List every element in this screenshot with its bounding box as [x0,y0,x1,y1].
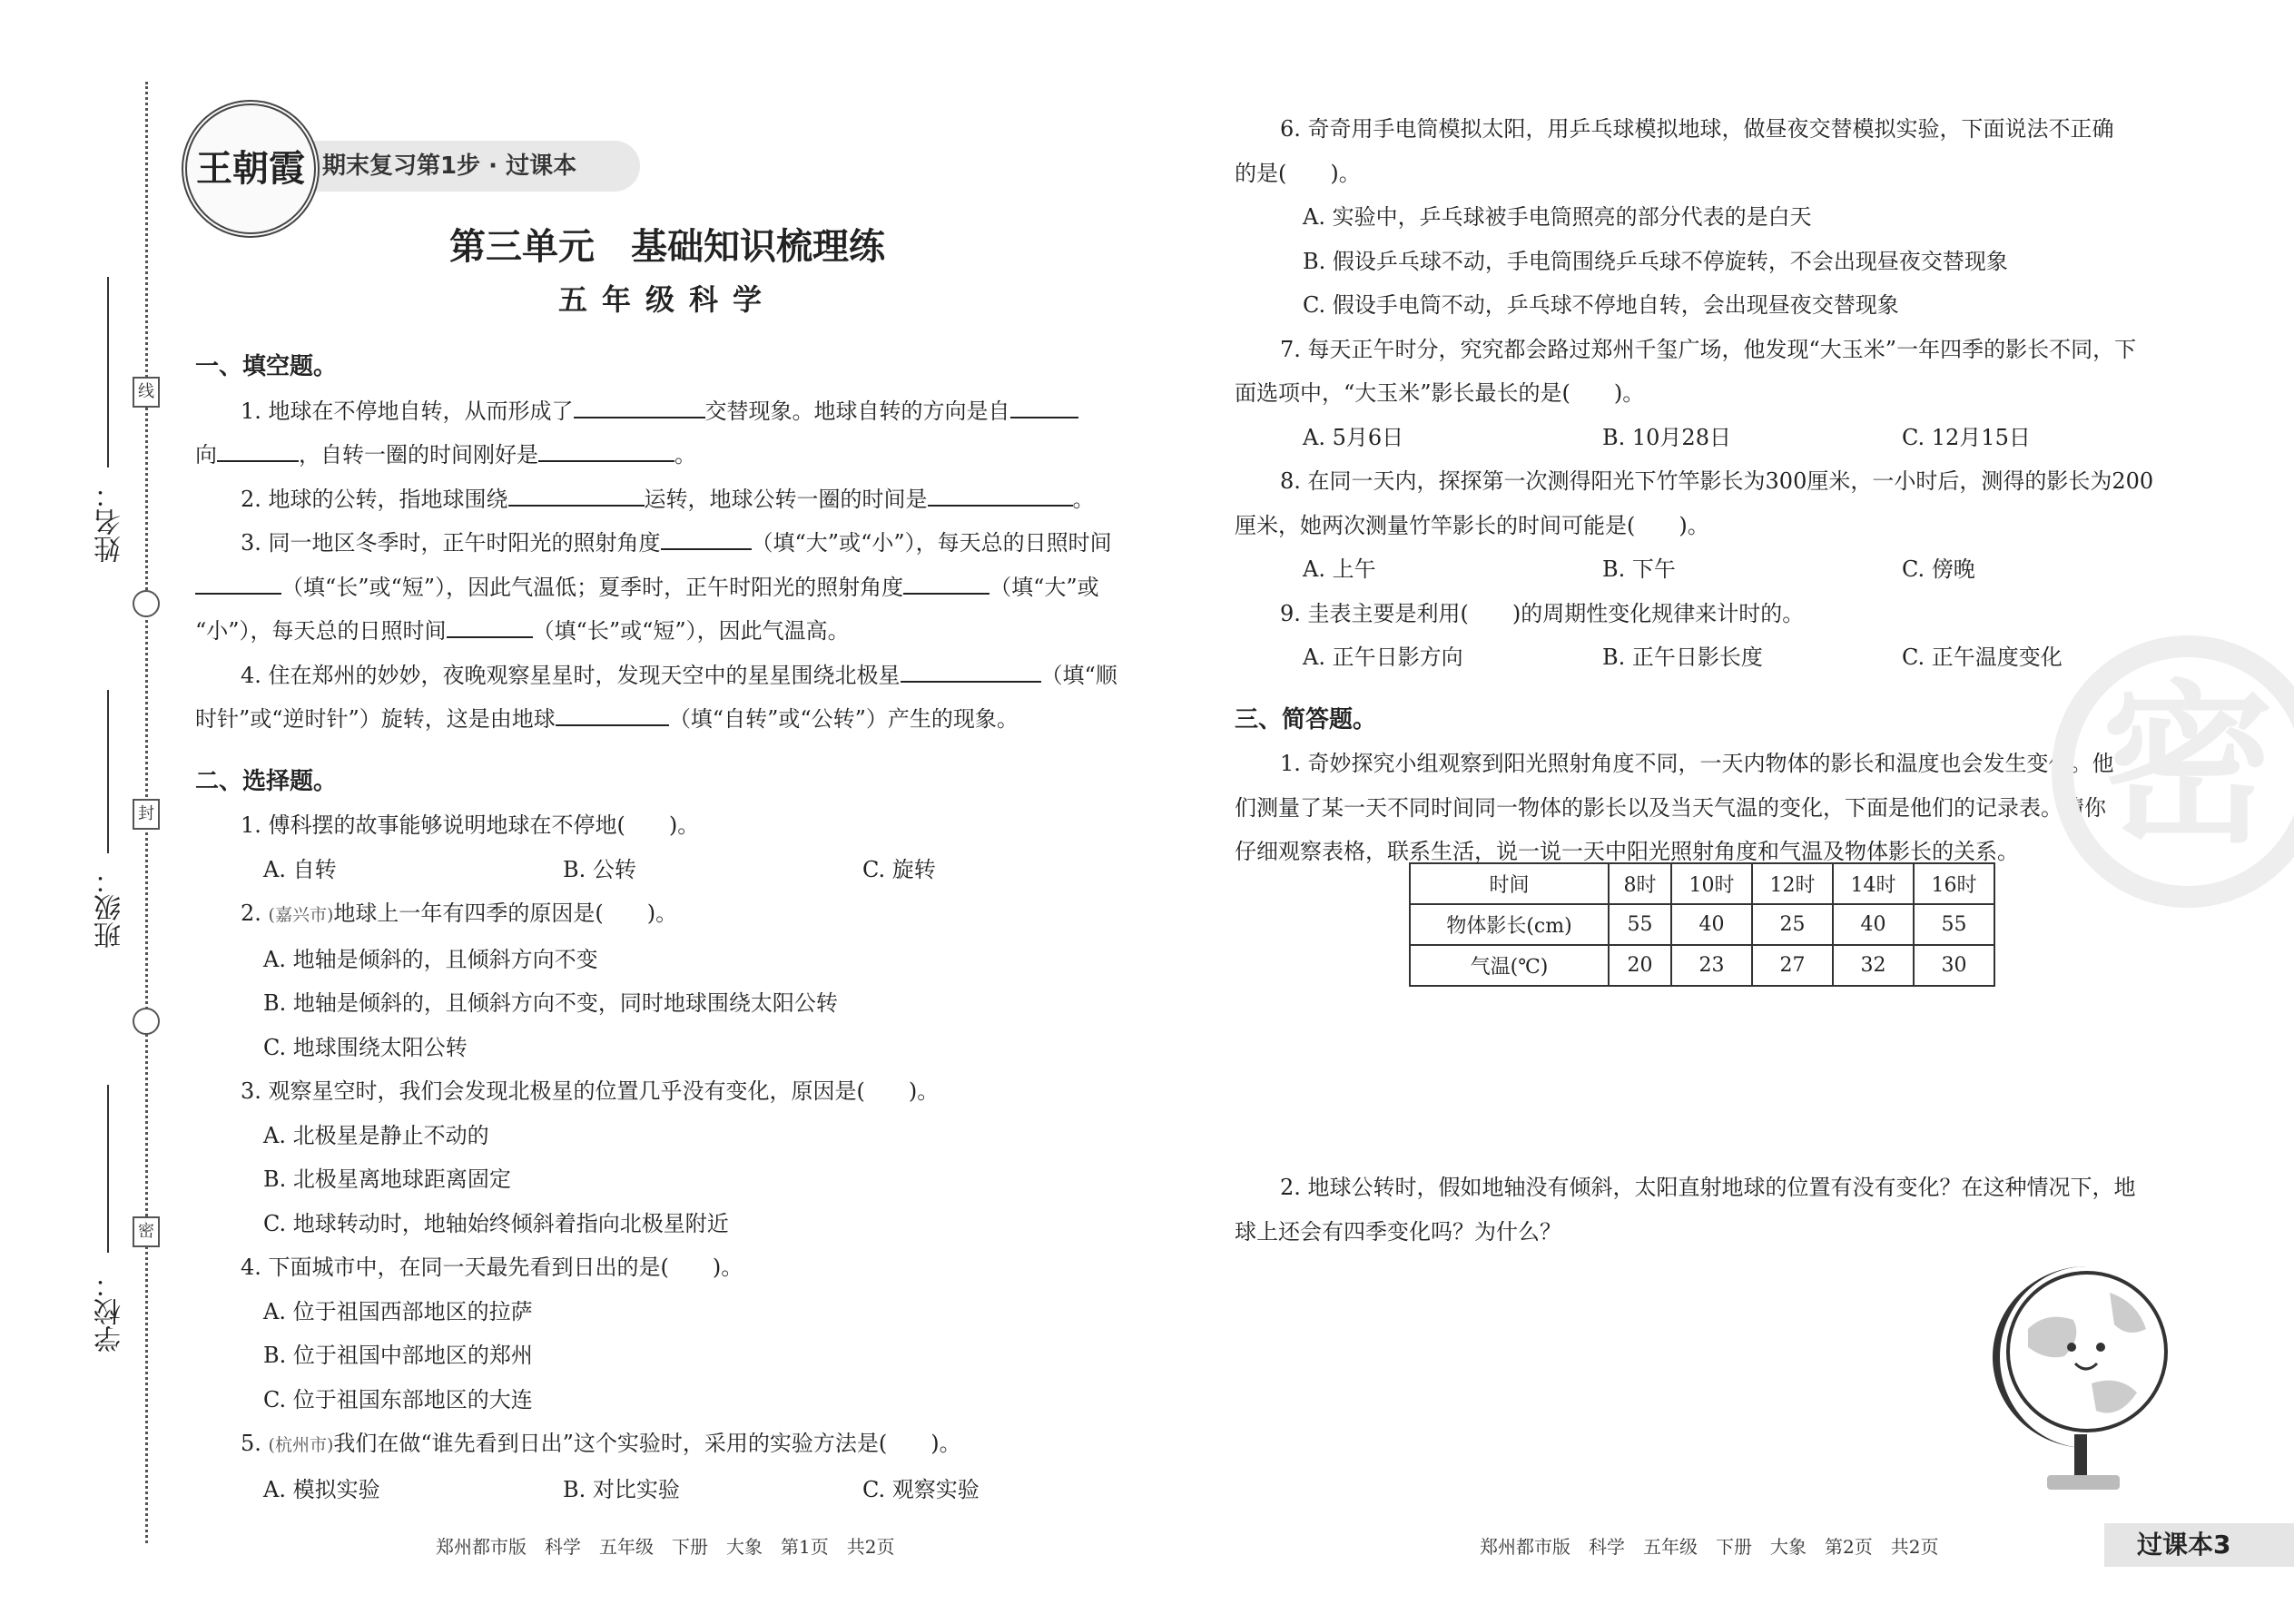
option-line: A. 北极星是静止不动的 [263,1122,489,1148]
question-line: 的是( )。 [1235,160,1361,186]
question-line: 仔细观察表格，联系生活，说一说一天中阳光照射角度和气温及物体影长的关系。 [1235,839,2019,864]
section-heading: 二、选择题。 [195,767,338,795]
section-heading: 一、填空题。 [195,353,338,380]
option-line: C. 地球转动时，地轴始终倾斜着指向北极星附近 [263,1210,729,1236]
table-cell: 25 [1752,904,1833,945]
table-cell: 27 [1752,945,1833,986]
globe-icon [2006,1271,2168,1432]
question-line: 时针”或“逆时针”）旋转，这是由地球 （填“自转”或“公转”）产生的现象。 [195,697,1139,742]
table-cell: 55 [1914,904,1994,945]
question-line: 厘米，她两次测量竹竿影长的时间可能是( )。 [1235,512,1709,538]
table-cell: 32 [1833,945,1914,986]
option-line: C. 位于祖国东部地区的大连 [263,1386,533,1412]
footer-left: 郑州都市版 科学 五年级 下册 大象 第1页 共2页 [436,1536,895,1558]
question-line: 2. 地球公转时，假如地轴没有倾斜，太阳直射地球的位置有没有变化？在这种情况下，地 [1280,1175,2136,1200]
banner: 期末复习第1步 · 过课本 [295,141,640,192]
question-line: 3. 观察星空时，我们会发现北极星的位置几乎没有变化，原因是( )。 [241,1078,940,1104]
page-subtitle: 五年级科学 [557,282,776,317]
spacer [1235,680,2179,698]
options-row: A. 上午 B. 下午 C. 傍晚 [1303,556,1975,582]
option-line: A. 地轴是倾斜的，且倾斜方向不变 [263,946,598,972]
table-row [1410,945,1994,986]
table-cell: 23 [1671,945,1752,986]
table-cell: 30 [1914,945,1994,986]
options-row: A. 5月6日 B. 10月28日 C. 12月15日 [1303,424,2031,450]
section-heading: 三、简答题。 [1235,705,1377,733]
table-cell: 气温(℃) [1410,945,1609,986]
page-badge: 过课本3 [2104,1523,2294,1567]
options-row: A. 正午日影方向 B. 正午日影长度 C. 正午温度变化 [1303,645,2063,670]
question-line: 2. 地球的公转，指地球围绕 运转，地球公转一圈的时间是 。 [195,477,1139,522]
seal-char-mid: 封 [133,799,160,830]
option-line: C. 地球围绕太阳公转 [263,1034,468,1060]
question-line: 8. 在同一天内，探探第一次测得阳光下竹竿影长为300厘米，一小时后，测得的影长为200 [1280,468,2154,494]
table-cell: 20 [1609,945,1671,986]
question-line: 1. 傅科摆的故事能够说明地球在不停地( )。 [241,812,700,838]
option-line: C. 假设手电筒不动，乒乓球不停地自转，会出现昼夜交替现象 [1303,292,1899,318]
options-row: A. 模拟实验 B. 对比实验 C. 观察实验 [263,1476,980,1502]
question-line: 3. 同一地区冬季时，正午时阳光的照射角度 （填“大”或“小”），每天总的日照时间 [195,521,1139,566]
school-line [107,1085,109,1253]
question-line: 们测量了某一天不同时间同一物体的影长以及当天气温的变化，下面是他们的记录表。请你 [1235,794,2106,821]
question-line: 2. (嘉兴市)地球上一年有四季的原因是( )。 [241,901,678,926]
table-cell: 55 [1609,904,1671,945]
table-cell: 物体影长(cm) [1410,904,1609,945]
school-label: 学校： [94,1271,126,1353]
seal-char-top: 线 [133,377,160,408]
table-cell: 40 [1671,904,1752,945]
option-line: B. 地轴是倾斜的，且倾斜方向不变，同时地球围绕太阳公转 [263,990,838,1016]
question-line: 5. (杭州市)我们在做“谁先看到日出”这个实验时，采用的实验方法是( )。 [241,1431,961,1456]
table-cell: 时间 [1410,863,1609,904]
table-cell: 8时 [1609,863,1671,904]
table-cell: 40 [1833,904,1914,945]
question-line: 4. 下面城市中，在同一天最先看到日出的是( )。 [241,1255,743,1280]
short-answer-q2 [1235,1166,2179,1254]
option-line: A. 位于祖国西部地区的拉萨 [263,1298,533,1324]
table-cell: 10时 [1671,863,1752,904]
option-line: B. 北极星离地球距离固定 [263,1166,511,1192]
table-cell: 12时 [1752,863,1833,904]
options-row: A. 自转 B. 公转 C. 旋转 [263,856,936,882]
table-cell: 14时 [1833,863,1914,904]
table-row [1410,904,1994,945]
question-line: 4. 住在郑州的妙妙，夜晚观察星星时，发现天空中的星星围绕北极星 （填“顺 [195,654,1139,698]
record-table [1409,862,1995,987]
name-label: 姓名： [94,481,126,563]
option-line: B. 假设乒乓球不动，手电筒围绕乒乓球不停旋转，不会出现昼夜交替现象 [1303,248,2008,274]
right-column [1235,107,2179,874]
option-line: A. 实验中，乒乓球被手电筒照亮的部分代表的是白天 [1303,204,1812,230]
name-line [107,277,109,468]
question-line: “小”），每天总的日照时间 （填“长”或“短”），因此气温高。 [195,609,1139,654]
question-line: 面选项中，“大玉米”影长最长的是( )。 [1235,380,1645,406]
class-label: 班级： [94,867,126,949]
question-line: （填“长”或“短”），因此气温低；夏季时，正午时阳光的照射角度 （填“大”或 [195,566,1139,610]
question-line: 1. 奇妙探究小组观察到阳光照射角度不同，一天内物体的影长和温度也会发生变化。他 [1280,751,2114,776]
logo: 王朝霞 [182,100,320,238]
left-column [195,345,1139,1511]
spacer [195,742,1139,760]
table-cell: 16时 [1914,863,1994,904]
question-line: 球上还会有四季变化吗？为什么？ [1235,1218,1561,1245]
class-line [107,690,109,853]
question-line: 6. 奇奇用手电筒模拟太阳，用乒乓球模拟地球，做昼夜交替模拟实验，下面说法不正确 [1280,116,2114,142]
question-line: 7. 每天正午时分，究究都会路过郑州千玺广场，他发现“大玉米”一年四季的影长不同，下 [1280,336,2137,362]
globe-base [2047,1475,2120,1490]
question-line: 9. 圭表主要是利用( )的周期性变化规律来计时的。 [1280,600,1805,626]
table-row [1410,863,1994,904]
binding-hole [133,590,160,617]
binding-hole [133,1008,160,1035]
footer-right: 郑州都市版 科学 五年级 下册 大象 第2页 共2页 [1480,1536,1939,1558]
question-line: 1. 地球在不停地自转，从而形成了 交替现象。地球自转的方向是自 [195,389,1139,434]
seal-char-bottom: 密 [133,1216,160,1247]
watermark-seal: 密 [2052,635,2294,908]
globe-stand [2074,1434,2087,1480]
option-line: B. 位于祖国中部地区的郑州 [263,1343,533,1368]
question-line: 向 ，自转一圈的时间刚好是 。 [195,433,1139,477]
page-title: 第三单元 基础知识梳理练 [449,226,885,268]
